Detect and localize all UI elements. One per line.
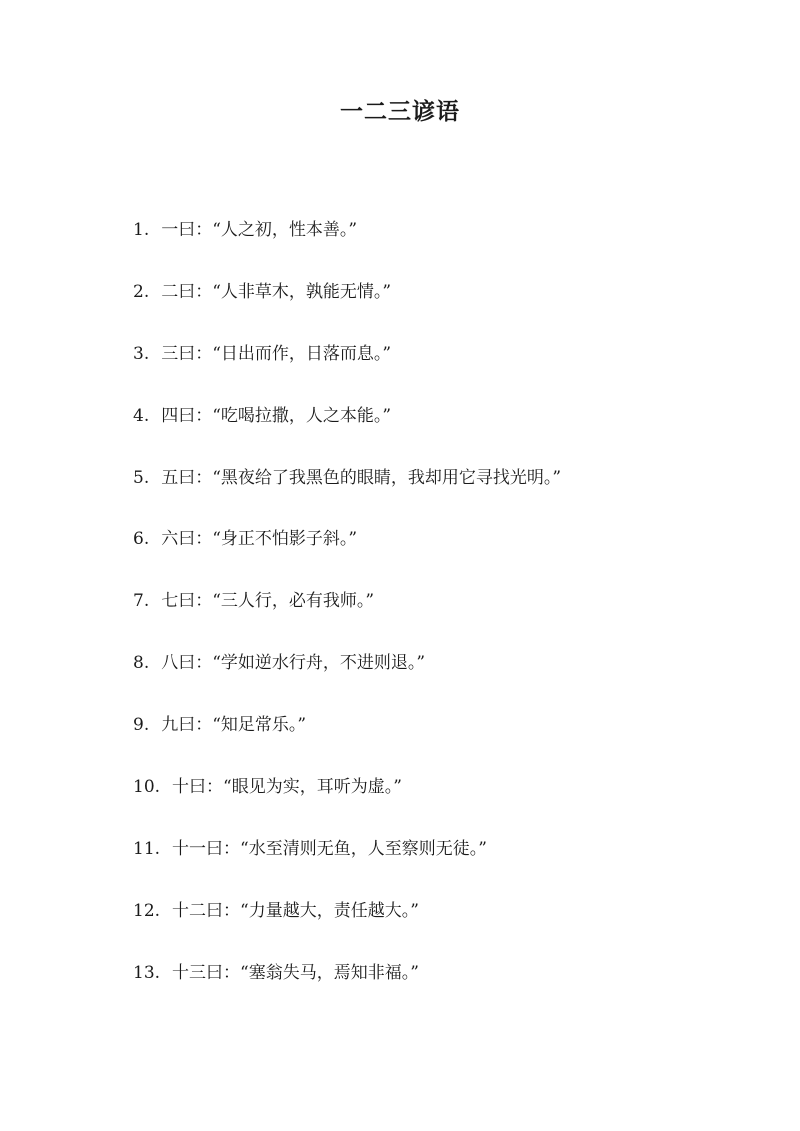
- item-text: 十一曰：“水至清则无鱼，人至察则无徒。”: [172, 838, 487, 859]
- item-number: 2.: [133, 281, 150, 302]
- item-number: 11.: [133, 838, 161, 859]
- item-text: 四曰：“吃喝拉撒，人之本能。”: [161, 405, 392, 426]
- item-number: 8.: [133, 653, 150, 674]
- proverb-list: [133, 215, 753, 1020]
- list-item: [133, 339, 753, 401]
- list-item: [133, 586, 753, 648]
- document-title: 一二三谚语: [340, 98, 460, 125]
- item-text: 九曰：“知足常乐。”: [161, 715, 307, 736]
- item-text: 三曰：“日出而作，日落而息。”: [161, 343, 392, 364]
- list-item: [133, 401, 753, 463]
- item-text: 十曰：“眼见为实，耳听为虚。”: [172, 777, 402, 798]
- list-item: [133, 648, 753, 710]
- item-text: 八曰：“学如逆水行舟，不进则退。”: [161, 653, 426, 674]
- item-text: 二曰：“人非草木，孰能无情。”: [161, 281, 392, 302]
- list-item: [133, 896, 753, 958]
- item-number: 12.: [133, 900, 161, 921]
- item-text: 五曰：“黑夜给了我黑色的眼睛，我却用它寻找光明。”: [161, 467, 562, 488]
- item-number: 4.: [133, 405, 150, 426]
- item-number: 6.: [133, 529, 150, 550]
- item-text: 一曰：“人之初，性本善。”: [161, 220, 358, 240]
- item-number: 13.: [133, 962, 161, 983]
- list-item: [133, 524, 753, 586]
- list-item: [133, 463, 753, 525]
- list-item: [133, 958, 753, 1020]
- item-number: 10.: [133, 777, 161, 798]
- item-number: 5.: [133, 467, 150, 488]
- item-number: 1.: [133, 220, 150, 240]
- item-number: 3.: [133, 343, 150, 364]
- list-item: [133, 277, 753, 339]
- item-text: 七曰：“三人行，必有我师。”: [161, 591, 375, 612]
- list-item: [133, 710, 753, 772]
- list-item: [133, 215, 753, 277]
- list-item: [133, 834, 753, 896]
- item-text: 六曰：“身正不怕影子斜。”: [161, 529, 358, 550]
- item-text: 十二曰：“力量越大，责任越大。”: [172, 900, 419, 921]
- item-number: 9.: [133, 715, 150, 736]
- item-text: 十三曰：“塞翁失马，焉知非福。”: [172, 962, 419, 983]
- item-number: 7.: [133, 591, 150, 612]
- list-item: [133, 772, 753, 834]
